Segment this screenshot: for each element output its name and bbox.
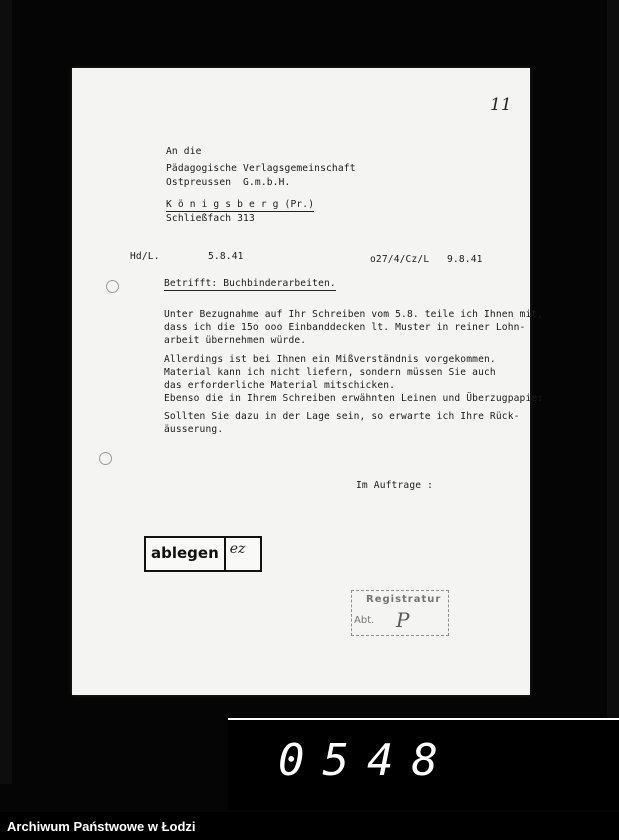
your-reference: Hd/L. xyxy=(130,251,160,262)
body-line: Sollten Sie dazu in der Lage sein, so erwarte ich Ihre Rück- xyxy=(164,411,520,422)
recipient-line-3: Ostpreussen G.m.b.H. xyxy=(166,177,291,188)
film-edge-right xyxy=(607,0,619,784)
ablegen-stamp xyxy=(144,536,262,572)
your-date: 5.8.41 xyxy=(208,251,244,262)
handwritten-page-number: 11 xyxy=(490,95,512,115)
body-line: äusserung. xyxy=(164,424,224,435)
recipient-postbox: Schließfach 313 xyxy=(166,213,255,224)
registratur-stamp-department: Abt. xyxy=(354,615,375,626)
punch-hole-lower xyxy=(99,452,112,465)
ablegen-stamp-initial: ez xyxy=(229,541,246,557)
recipient-line-2: Pädagogische Verlagsgemeinschaft xyxy=(166,163,356,174)
body-line: arbeit übernehmen würde. xyxy=(164,335,307,346)
body-line: das erforderliche Material mitschicken. xyxy=(164,380,396,391)
body-line: dass ich die 15o ooo Einbanddecken lt. Muster in reiner Lohn- xyxy=(164,322,526,333)
our-date: 9.8.41 xyxy=(447,254,483,265)
ablegen-stamp-label: ablegen xyxy=(146,538,226,570)
our-reference: o27/4/Cz/L xyxy=(370,254,430,265)
registratur-stamp-title: Registratur xyxy=(366,594,442,605)
body-line: Allerdings ist bei Ihnen ein Mißverständnis vorgekommen. xyxy=(164,354,496,365)
punch-hole-upper xyxy=(106,280,119,293)
closing-line: Im Auftrage : xyxy=(356,480,434,491)
film-frame-number: 0548 xyxy=(278,735,456,786)
body-line: Ebenso die in Ihrem Schreiben erwähnten Leinen und Überzugpapie: xyxy=(164,393,544,404)
body-line: Material kann ich nicht liefern, sondern müssen Sie auch xyxy=(164,367,496,378)
subject-line: Betrifft: Buchbinderarbeiten. xyxy=(164,278,336,289)
archive-name: Archiwum Państwowe w Łodzi xyxy=(7,819,196,834)
recipient-line-1: An die xyxy=(166,146,202,157)
registratur-stamp-initial: P xyxy=(396,608,410,632)
registratur-stamp xyxy=(351,590,449,636)
body-line: Unter Bezugnahme auf Ihr Schreiben vom 5.8. teile ich Ihnen mit, xyxy=(164,309,544,320)
recipient-city: K ö n i g s b e r g (Pr.) xyxy=(166,199,315,210)
film-edge-left xyxy=(0,0,12,784)
